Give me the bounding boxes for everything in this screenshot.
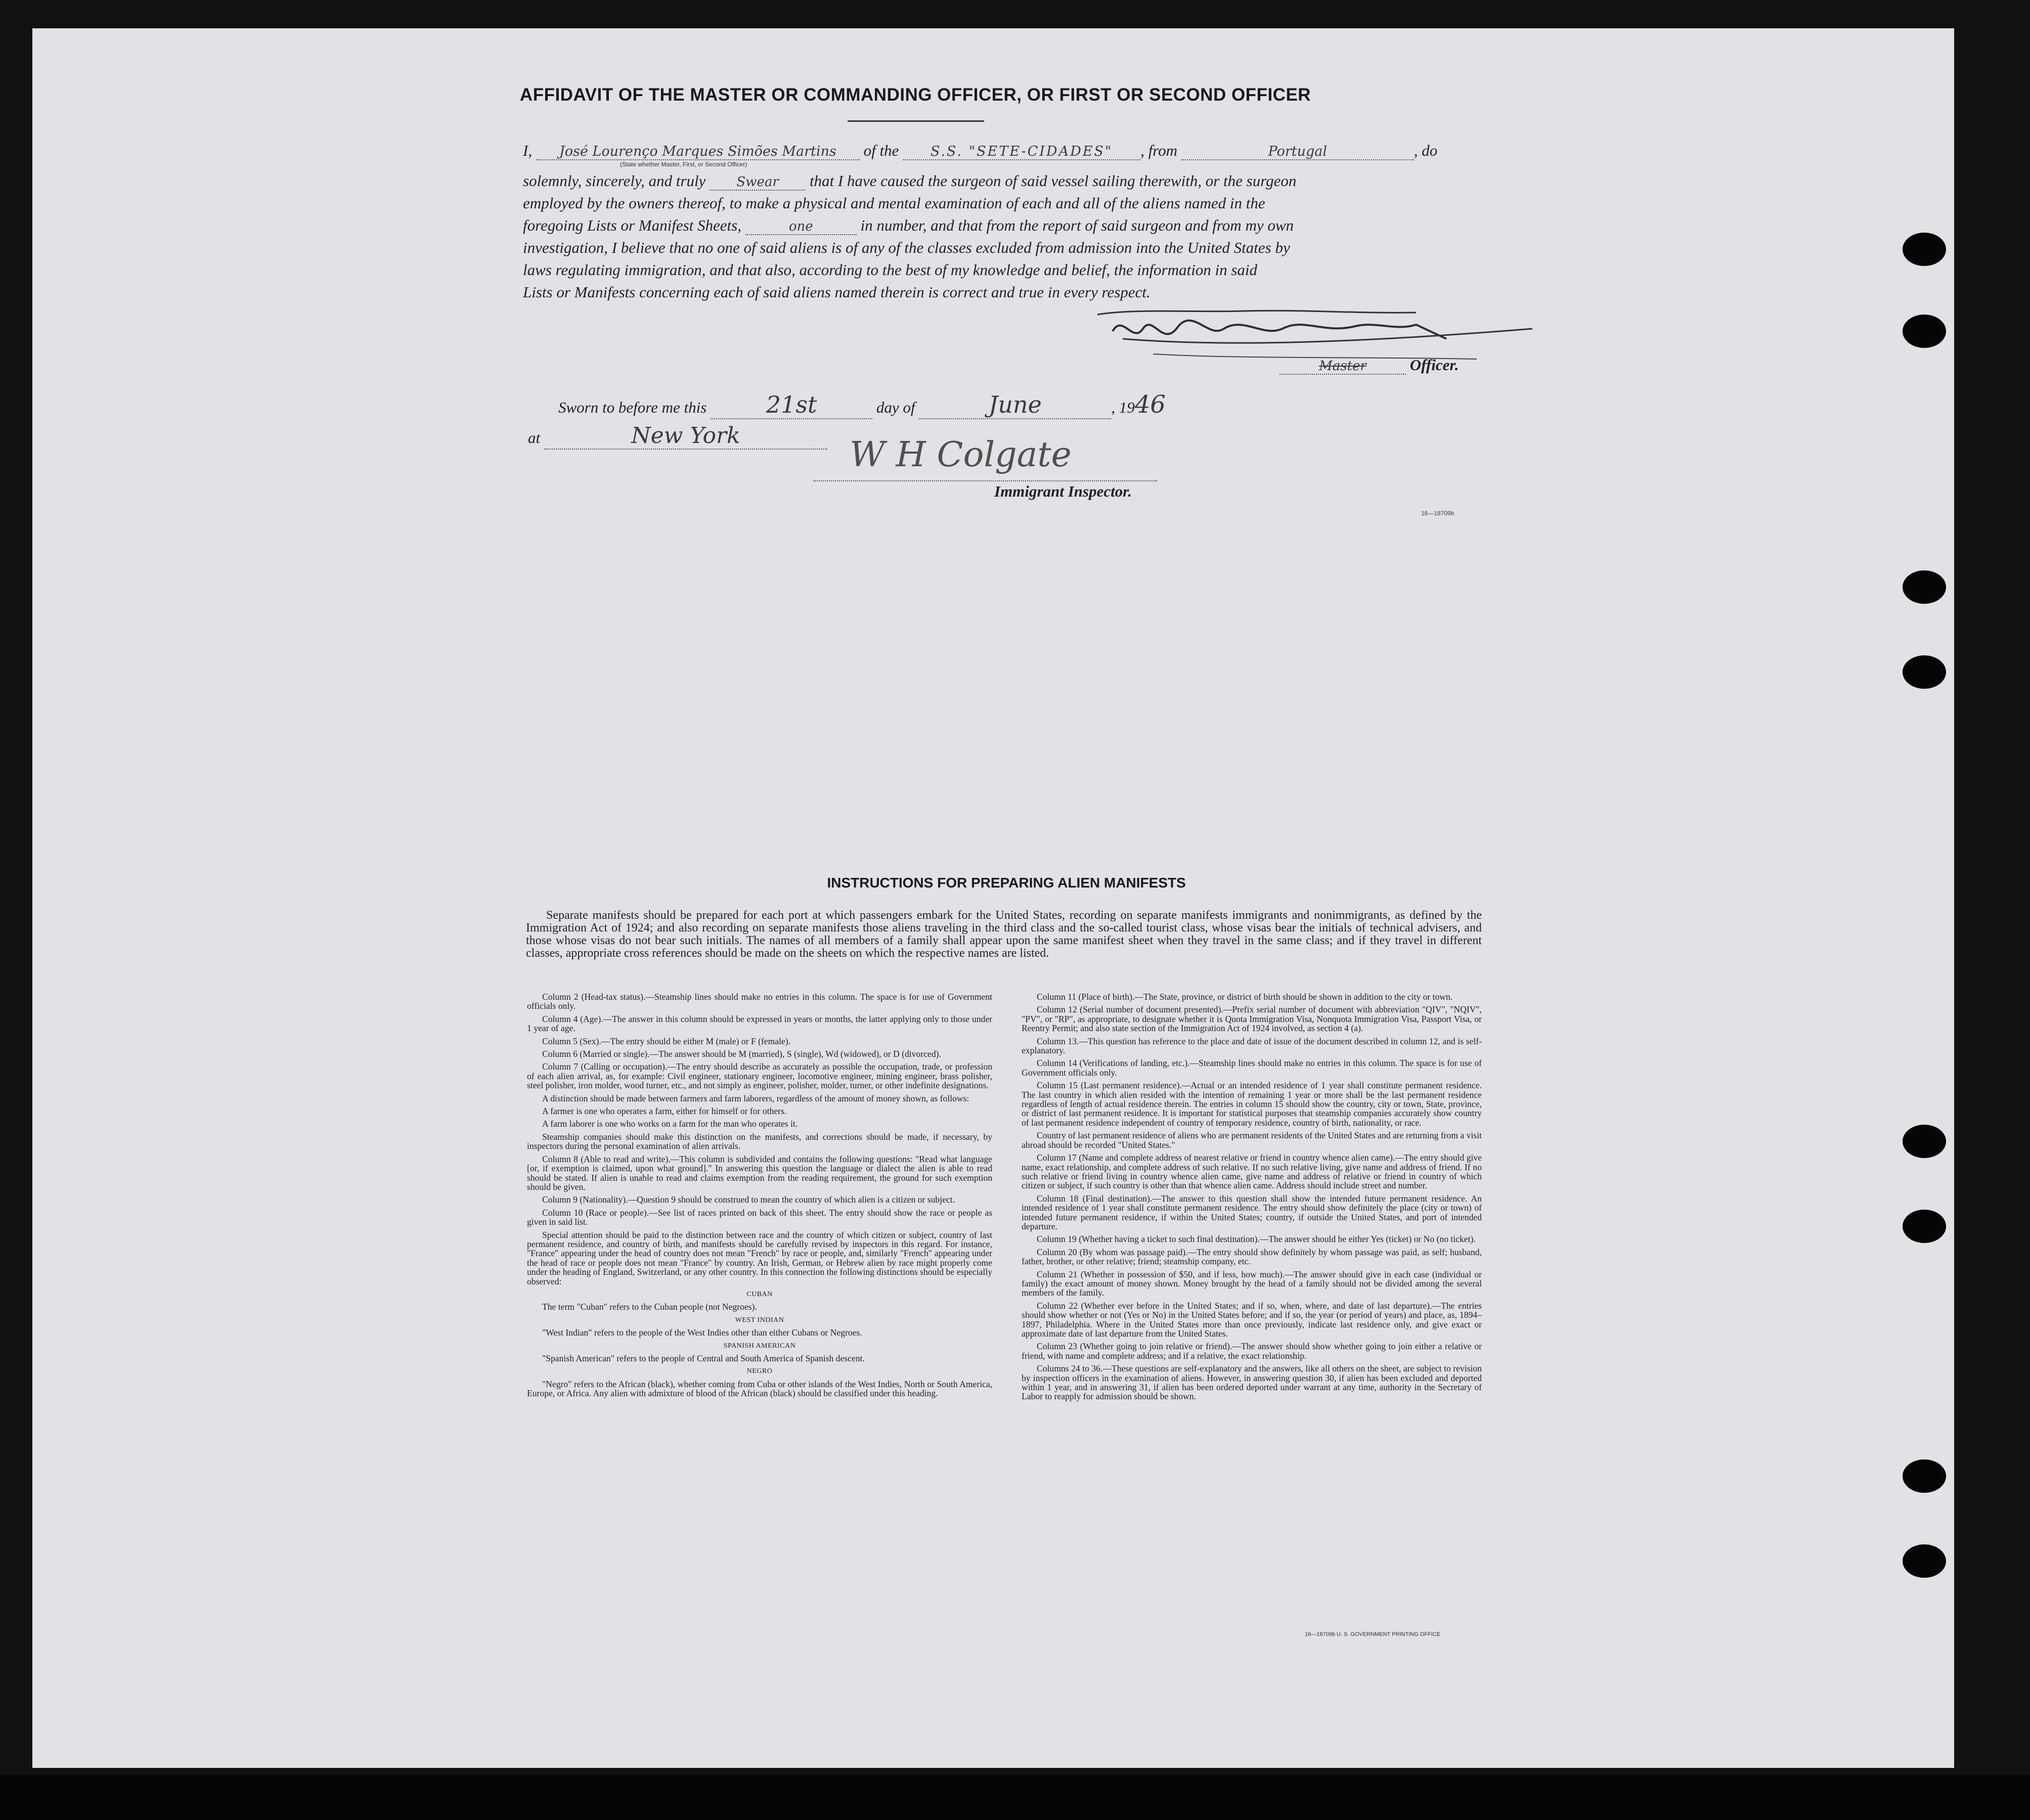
instruction-paragraph: The term "Cuban" refers to the Cuban people (not Negroes).: [542, 1302, 757, 1312]
affidavit-line-6: laws regulating immigration, and that also, according to the best of my knowledge and belief, the information in said: [523, 261, 1258, 279]
instruction-paragraph: Column 9 (Nationality).—Question 9 should be construed to mean the country of which alien is a citizen or subject.: [542, 1194, 955, 1205]
section-heading-west-indian: WEST INDIAN: [735, 1316, 784, 1324]
form-code: 16—18709b: [1421, 510, 1454, 517]
instruction-paragraph: Column 7 (Calling or occupation).—The entry should describe as accurately as possible the occupation, trade, or profession of each alien arrival, as, for example: Civil engineer, stationary engineer, locomotive engineer, mining engineer, brass polisher, steel polisher, iron molder, wood turner, etc., and not simply as engineer, polisher, molder, turner, or other indefinite designations.: [527, 1061, 992, 1091]
place-line: at New York: [528, 423, 1484, 450]
instruction-paragraph: Column 18 (Final destination).—The answer to this question shall show the intended future permanent residence. An intended residence of 1 year shall constitute permanent residence. The entry should show definitely the place (city or town) of intended future permanent residence, if within the United States; country, if outside the United States, and port of intended departure.: [1022, 1193, 1482, 1231]
punch-hole: [1903, 1544, 1946, 1578]
instruction-paragraph: Column 12 (Serial number of document presented).—Prefix serial number of document with abbreviation "QIV", "NQIV", "PV", or "RP", as appropriate, to designate whether it is Quota Immigration Visa, Nonquota Immigration Visa, Passport Visa, or Reentry Permit; and also state section of the Immigration Act of 1924 involved, as section 4 (a).: [1022, 1004, 1482, 1034]
affidavit-line-3: employed by the owners thereof, to make a physical and mental examination of each and all of the aliens named in the: [523, 194, 1265, 212]
instructions-right-column: [1022, 992, 1482, 1405]
inspector-label: Immigrant Inspector.: [994, 482, 1132, 500]
punch-hole: [1903, 233, 1946, 266]
instruction-paragraph: Column 2 (Head-tax status).—Steamship lines should make no entries in this column. The space is for use of Government officials only.: [527, 992, 992, 1011]
sworn-year-field: 46: [1134, 390, 1166, 419]
affidavit-title: AFFIDAVIT OF THE MASTER OR COMMANDING OFFICER, OR FIRST OR SECOND OFFICER: [519, 85, 1311, 105]
inspector-signature: W H Colgate: [850, 435, 1072, 475]
instruction-paragraph: Column 11 (Place of birth).—The State, province, or district of birth should be shown in addition to the city or town.: [1037, 992, 1453, 1002]
instruction-paragraph: Country of last permanent residence of aliens who are permanent residents of the United States and are returning from a visit abroad should be recorded "United States.": [1022, 1130, 1482, 1150]
vessel-name-field: S.S. "SETE-CIDADES": [903, 144, 1140, 160]
affidavit-line-4: foregoing Lists or Manifest Sheets, one in number, and that from the report of said surgeon and from my own: [523, 216, 1294, 234]
scan-border: [0, 1775, 2030, 1820]
instruction-paragraph: "West Indian" refers to the people of the West Indies other than either Cubans or Negroes.: [542, 1327, 862, 1338]
title-rule: [848, 120, 984, 122]
punch-hole: [1903, 1210, 1946, 1243]
instruction-paragraph: Column 4 (Age).—The answer in this column should be expressed in years or months, the latter applying only to those under 1 year of age.: [527, 1013, 992, 1034]
instruction-paragraph: Column 14 (Verifications of landing, etc.).—Steamship lines should make no entries in this column. The space is for use of Government officials only.: [1022, 1058, 1482, 1078]
sworn-day-field: 21st: [711, 391, 872, 419]
punch-hole: [1903, 655, 1946, 689]
sworn-line: Sworn to before me this 21st day of June , 1946: [558, 390, 1166, 419]
sworn-place-field: New York: [544, 423, 827, 450]
instruction-paragraph: Steamship companies should make this distinction on the manifests, and corrections should be made, if necessary, by inspectors during the personal examination of alien arrivals.: [527, 1131, 992, 1151]
punch-hole: [1903, 570, 1946, 604]
instruction-paragraph: "Negro" refers to the African (black), whether coming from Cuba or other islands of the West Indies, North or South America, Europe, or Africa. Any alien with admixture of blood of the African (black) should be classified under this heading.: [527, 1379, 992, 1399]
instruction-paragraph: Special attention should be paid to the distinction between race and the country of which citizen or subject, country of last permanent residence, and country of birth, and manifests should be carefully revised by inspectors in this regard. For instance, "France" appearing under the head of country does not mean "French" by race or people, and, similarly "French" appearing under the head of race or people does not mean "France" by country. An Irish, German, or Hebrew alien by race might properly come under the heading of England, Switzerland, or any other country. In this connection the following distinctions should be especially observed:: [527, 1229, 992, 1286]
punch-hole: [1903, 1125, 1946, 1158]
instruction-paragraph: Column 13.—This question has reference to the place and date of issue of the document described in column 12, and is self-explanatory.: [1022, 1036, 1482, 1056]
instruction-paragraph: Column 5 (Sex).—The entry should be either M (male) or F (female).: [542, 1036, 791, 1046]
sworn-month-field: June: [919, 391, 1111, 419]
rank-caption: (State whether Master, First, or Second Officer): [620, 161, 747, 168]
instruction-paragraph: Column 20 (By whom was passage paid).—The entry should show definitely by whom passage was paid, as self; husband, father, brother, or other relative; friend; steamship company, etc.: [1022, 1247, 1482, 1267]
instruction-paragraph: "Spanish American" refers to the people of Central and South America of Spanish descent.: [542, 1353, 865, 1363]
printing-office-footer: 16—18709b U. S. GOVERNMENT PRINTING OFFICE: [1305, 1631, 1441, 1637]
section-heading-spanish-american: SPANISH AMERICAN: [723, 1342, 796, 1350]
alien-count-field: one: [745, 219, 857, 235]
punch-hole: [1903, 1459, 1946, 1493]
instruction-paragraph: A farm laborer is one who works on a farm for the man who operates it.: [542, 1119, 798, 1129]
instruction-paragraph: Column 21 (Whether in possession of $50, and if less, how much).—The answer should give in each case (individual or family) the exact amount of money shown. Money brought by the head of a family should not be divided among the several members of the family.: [1022, 1269, 1482, 1298]
oath-field: Swear: [710, 174, 806, 191]
instruction-paragraph: Column 22 (Whether ever before in the United States; and if so, when, where, and date of last departure).—The entries should show whether or not (Yes or No) in the United States before; and if so, the year (or period of years) and place, as, 1894–1897, Philadelphia. Where in the United States more than once previously, indicate last residence only, and give exact or approximate date of last departure from the United States.: [1022, 1300, 1482, 1339]
signature-rank-line: Master Officer.: [1279, 356, 1482, 375]
section-heading-negro: NEGRO: [746, 1367, 773, 1375]
master-name-field: José Lourenço Marques Simões Martins: [536, 144, 860, 160]
instruction-paragraph: Column 17 (Name and complete address of nearest relative or friend in country whence alien came).—The entry should give name, exact relationship, and complete address of such relative. If no such relative living, give name and address of friend. If no such relative or friend living in country whence alien came, give name and address of relative or friend in country of which citizen or subject, if such country is other than that whence alien came. Address should include street and number.: [1022, 1152, 1482, 1191]
instructions-left-column: [527, 992, 992, 1402]
instructions-intro: Separate manifests should be prepared for each port at which passengers embark for the United States, recording on separate manifests immigrants and nonimmigrants, as defined by the Immigration Act of 1924; and also recording on separate manifests those aliens traveling in the third class and the so-called tourist class, whose visas bear the initials of technical advisers, and those whose visas do not bear such initials. The names of all members of a family shall appear upon the same manifest sheet when they travel in the same class; and if they travel in different classes, appropriate cross references should be made on the sheets on which the respective names are listed.: [526, 909, 1482, 960]
instruction-paragraph: Column 10 (Race or people).—See list of races printed on back of this sheet. The entry should show the race or people as given in said list.: [527, 1207, 992, 1227]
affidavit-line-5: investigation, I believe that no one of said aliens is of any of the classes excluded from admission into the United States by: [523, 239, 1290, 256]
section-heading-cuban: CUBAN: [746, 1290, 773, 1298]
signature-rank-field: Master: [1279, 359, 1406, 375]
instruction-paragraph: A distinction should be made between farmers and farm laborers, regardless of the amount of money shown, as follows:: [542, 1093, 969, 1103]
affidavit-line-2: solemnly, sincerely, and truly Swear that I have caused the surgeon of said vessel sailing therewith, or the surgeon: [523, 172, 1297, 190]
instruction-paragraph: Column 15 (Last permanent residence).—Actual or an intended residence of 1 year shall constitute permanent residence. The last country in which alien resided with the intention of remaining 1 year or more shall be the last permanent residence regardless of length of actual residence therein. The entries in column 15 should show the country, city or town, State, province, or district of last permanent residence. It is important for statistical purposes that steamship companies accurately show country of last permanent residence independent of country of temporary residence, country of birth, nationality, or race.: [1022, 1080, 1482, 1128]
instruction-paragraph: A farmer is one who operates a farm, either for himself or for others.: [542, 1106, 787, 1117]
affidavit-line-7: Lists or Manifests concerning each of said aliens named therein is correct and true in every respect.: [523, 283, 1151, 301]
instructions-title: INSTRUCTIONS FOR PREPARING ALIEN MANIFESTS: [827, 875, 1186, 891]
instruction-paragraph: Column 19 (Whether having a ticket to such final destination).—The answer should be either Yes (ticket) or No (no ticket).: [1037, 1234, 1476, 1245]
instruction-paragraph: Columns 24 to 36.—These questions are self-explanatory and the answers, like all others on the sheet, are subject to revision by inspection officers in the examination of aliens. However, in answering question 30, if alien has been excluded and deported within 1 year, and in answering 31, if alien has been ordered deported under warrant at any time, authority in the Secretary of Labor to reapply for admission should be shown.: [1022, 1363, 1482, 1402]
departure-port-field: Portugal: [1181, 144, 1414, 160]
punch-hole: [1903, 315, 1946, 348]
instruction-paragraph: Column 8 (Able to read and write).—This column is subdivided and contains the following questions: "Read what language [or, if exemption is claimed, upon what ground]." In answering this question the language or dialect the alien is able to read should be stated. If alien is unable to read and claims exemption from the reading requirement, the ground for such exemption should be given.: [527, 1153, 992, 1192]
instruction-paragraph: Column 6 (Married or single).—The answer should be M (married), S (single), Wd (widowed), or D (divorced).: [542, 1049, 941, 1059]
instruction-paragraph: Column 23 (Whether going to join relative or friend).—The answer should show whether going to join either a relative or friend, with name and complete address; and if a relative, the exact relationship.: [1022, 1341, 1482, 1361]
affidavit-line-1: I, José Lourenço Marques Simões Martins of the S.S. "SETE-CIDADES" , from Portugal , do: [523, 142, 1438, 159]
